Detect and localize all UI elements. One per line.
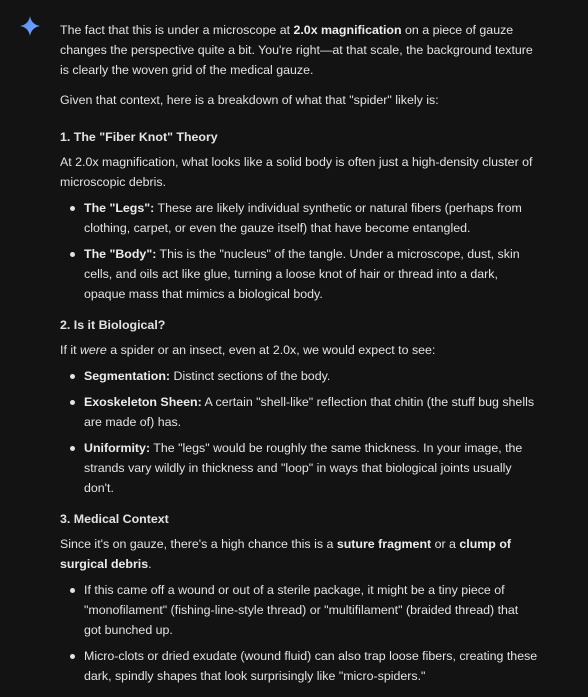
list-item — [84, 366, 538, 386]
section-fiber-knot — [60, 127, 538, 304]
lead-bold: suture fragment — [336, 537, 432, 551]
item-label: The "Body": — [84, 247, 157, 261]
item-label: Segmentation: — [84, 369, 171, 383]
section-heading: 2. Is it Biological? — [60, 318, 166, 332]
bullet-dot — [70, 374, 75, 379]
item-text: These are likely individual synthetic or natural fibers (perhaps from clothing, carpet, or even the gauze itself) that have become entangled. — [84, 201, 522, 235]
section-heading: 1. The "Fiber Knot" Theory — [60, 130, 218, 144]
lead-text: . — [148, 557, 152, 571]
gemini-sparkle-icon — [20, 16, 40, 36]
section-lead — [60, 340, 538, 360]
item-label: Uniformity: — [84, 441, 151, 455]
bullet-list — [60, 366, 538, 498]
item-text: If this came off a wound or out of a sterile package, it might be a tiny piece of "monofilament" (fishing-line-style thread) or "multifilament" (braided thread) that got bunched up. — [84, 583, 519, 637]
list-item — [84, 646, 538, 686]
item-text: A certain "shell-like" reflection that chitin (the stuff bug shells are made of) has. — [84, 395, 535, 429]
section-lead: At 2.0x magnification, what looks like a solid body is often just a high-density cluster of microscopic debris. — [60, 155, 533, 189]
bullet-dot — [70, 654, 75, 659]
section-biological — [60, 315, 538, 498]
list-item — [84, 438, 538, 498]
list-item — [84, 580, 538, 640]
bullet-dot — [70, 446, 75, 451]
intro-bold: 2.0x magnification — [293, 23, 402, 37]
item-label: Exoskeleton Sheen: — [84, 395, 202, 409]
response-content — [60, 20, 538, 697]
item-text: Distinct sections of the body. — [170, 369, 331, 383]
bullet-dot — [70, 400, 75, 405]
section-lead — [60, 534, 538, 574]
section-medical-context — [60, 509, 538, 686]
list-item — [84, 244, 538, 304]
bullet-list — [60, 580, 538, 686]
item-text: Micro-clots or dried exudate (wound fluid) can also trap loose fibers, creating these dark, spindly shapes that look surprisingly like "micro-spiders." — [84, 649, 538, 683]
item-text: This is the "nucleus" of the tangle. Under a microscope, dust, skin cells, and oils act like glue, turning a loose knot of hair or thread into a dark, opaque mass that mimics a biological body. — [84, 247, 520, 301]
list-item — [84, 392, 538, 432]
lead-emphasis: were — [79, 343, 107, 357]
bullet-dot — [70, 588, 75, 593]
bullet-dot — [70, 206, 75, 211]
bullet-list — [60, 198, 538, 304]
lead-text: Since it's on gauze, there's a high chance this is a — [60, 537, 337, 551]
list-item — [84, 198, 538, 238]
assistant-avatar — [20, 16, 40, 36]
lead-text: or a — [431, 537, 460, 551]
lead-text: a spider or an insect, even at 2.0x, we would expect to see: — [106, 343, 436, 357]
context-paragraph: Given that context, here is a breakdown of what that "spider" likely is: — [60, 93, 439, 107]
intro-paragraph — [60, 20, 538, 80]
intro-text-1: The fact that this is under a microscope at — [60, 23, 294, 37]
lead-text: If it — [60, 343, 80, 357]
bullet-dot — [70, 252, 75, 257]
item-label: The "Legs": — [84, 201, 155, 215]
item-text: The "legs" would be roughly the same thickness. In your image, the strands vary wildly in thickness and "loop" in ways that biological joints usually don't. — [84, 441, 523, 495]
lead-bold: clump of surgical debris — [60, 537, 512, 571]
section-heading: 3. Medical Context — [60, 512, 169, 526]
intro-text-2: on a piece of gauze changes the perspective quite a bit. You're right—at that scale, the background texture is clearly the woven grid of the medical gauze. — [60, 23, 533, 77]
